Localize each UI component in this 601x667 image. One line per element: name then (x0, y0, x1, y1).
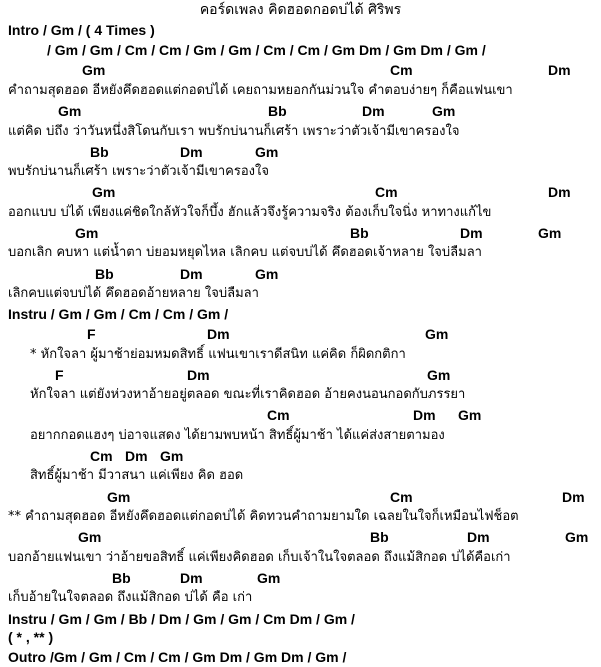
chord: Dm (548, 62, 571, 78)
chord: Dm (562, 489, 585, 505)
lyric-line: พบรักบ่นานก็เศร้า เพราะว่าตัวเจ้ามีเขาครองใจ (8, 164, 269, 179)
chord: Bb (350, 225, 369, 241)
chord: Gm (458, 407, 482, 423)
chord: F (55, 367, 64, 383)
chord: Bb (90, 144, 109, 160)
lyric-line: * หักใจลา ผู้มาช้าย่อมหมดสิทธิ์ แฟนเขาเราดีสนิท แค่คิด ก็ผิดกติกา (30, 347, 406, 362)
chord: Dm (187, 367, 210, 383)
chord: Gm (160, 448, 184, 464)
lyric-line: หักใจลา แต่ยังห่วงหาอ้ายอยู่ตลอด ขณะที่เราคิดฮอด อ้ายคงนอนกอดกับภรรยา (30, 387, 466, 402)
lyric-line: เลิกคบแต่จบบ่ได้ คึดฮอดอ้ายหลาย ใจบ่ลืมลา (8, 286, 259, 301)
chord: Bb (268, 103, 287, 119)
lyric-line: แต่คิด บ่ถึง ว่าวันหนึ่งสิโดนกับเรา พบรักบ่นานก็เศร้า เพราะว่าตัวเจ้ามีเขาครองใจ (8, 124, 460, 139)
chord: Gm (58, 103, 82, 119)
section-label: Instru / Gm / Gm / Bb / Dm / Gm / Gm / Cm Dm / Gm / (8, 611, 355, 627)
song-title: คอร์ดเพลง คิดฮอดกอดบ่ได้ ศิริพร (199, 2, 402, 18)
section-label: Instru / Gm / Gm / Cm / Cm / Gm / (8, 306, 229, 322)
chord: Gm (255, 266, 279, 282)
chord: Bb (112, 570, 131, 586)
chord: Gm (565, 529, 589, 545)
chord: Dm (207, 326, 230, 342)
chord: Bb (95, 266, 114, 282)
section-label: Outro /Gm / Gm / Cm / Cm / Gm Dm / Gm Dm / Gm / (8, 649, 347, 665)
section-label: / Gm / Gm / Cm / Cm / Gm / Gm / Cm / Cm / Gm Dm / Gm Dm / Gm / (47, 42, 486, 58)
chord: Cm (90, 448, 113, 464)
chord: Dm (180, 266, 203, 282)
chord: Cm (375, 184, 398, 200)
section-label: Intro / Gm / ( 4 Times ) (8, 22, 155, 38)
chord: Gm (427, 367, 451, 383)
chord: Dm (180, 570, 203, 586)
lyric-line: เก็บอ้ายในใจตลอด ถึงแม้สิกอด บ่ได้ คือ เก่า (8, 590, 253, 605)
chord: Gm (75, 225, 99, 241)
section-label: ( * , ** ) (8, 629, 54, 645)
chord: Gm (82, 62, 106, 78)
chord: Cm (390, 489, 413, 505)
lyric-line: บอกอ้ายแฟนเขา ว่าอ้ายขอสิทธิ์ แค่เพียงคิดฮอด เก็บเจ้าในใจตลอด ถึงแม้สิกอด บ่ได้คือเก่า (8, 550, 511, 565)
chord: Gm (92, 184, 116, 200)
chord: Dm (460, 225, 483, 241)
chord: Gm (78, 529, 102, 545)
chord: Cm (267, 407, 290, 423)
chord: Gm (107, 489, 131, 505)
chord: Gm (257, 570, 281, 586)
chord: Cm (390, 62, 413, 78)
chord: Gm (255, 144, 279, 160)
chord: F (87, 326, 96, 342)
lyric-line: คำถามสุดฮอด อีหยังคึดฮอดแต่กอดบ่ได้ เคยถามหยอกกันม่วนใจ คำตอบง่ายๆ ก็คือแฟนเขา (8, 83, 513, 98)
chord: Gm (538, 225, 562, 241)
lyric-line: บอกเลิก คบหา แต่น้ำตา บ่ยอมหยุดไหล เลิกคบ แต่จบบ่ได้ คึดฮอดเจ้าหลาย ใจบ่ลืมลา (8, 245, 482, 260)
chord: Bb (370, 529, 389, 545)
chord: Dm (467, 529, 490, 545)
chord: Dm (180, 144, 203, 160)
chord: Dm (125, 448, 148, 464)
lyric-line: ออกแบบ บ่ได้ เพียงแค่ชิดใกล้หัวใจก็บึ้ง ฮักแล้วจึงรู้ความจริง ต้องเก็บใจนิ่ง หาทางแก้ไข (8, 205, 492, 220)
chord: Dm (362, 103, 385, 119)
chord: Dm (413, 407, 436, 423)
lyric-line: สิทธิ์ผู้มาช้า มีวาสนา แค่เพียง คิด ฮอด (30, 468, 244, 483)
chord: Gm (432, 103, 456, 119)
lyric-line: อยากกอดแฮงๆ บ่อาจแสดง ได้ยามพบหน้า สิทธิ์ผู้มาช้า ได้แค่ส่งสายตามอง (30, 428, 445, 443)
lyric-line: ** คำถามสุดฮอด อีหยังคึดฮอดแต่กอดบ่ได้ คิดทวนคำถามยามใด เฉลยในใจก็เหมือนไฟช็อต (8, 509, 519, 524)
chord: Dm (548, 184, 571, 200)
chord: Gm (425, 326, 449, 342)
